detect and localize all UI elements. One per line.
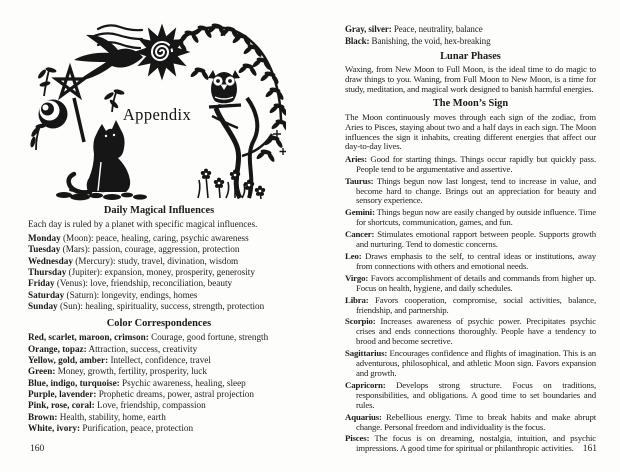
- zodiac-name: Libra:: [345, 294, 369, 305]
- color-entry: [28, 412, 290, 423]
- zodiac-entry: [345, 349, 596, 379]
- zodiac-entry: [345, 296, 596, 316]
- page-number-left: 160: [30, 444, 45, 454]
- zodiac-list: [345, 155, 596, 454]
- color-desc: Courage, good fortune, strength: [148, 332, 269, 343]
- day-name: Thursday: [28, 267, 67, 278]
- right-page: [345, 24, 596, 456]
- color-entry: [28, 366, 290, 377]
- color-desc: Purification, peace, protection: [80, 423, 194, 434]
- color-entry: [345, 24, 596, 36]
- day-desc: (Jupiter): expansion, money, prosperity, generosity: [66, 267, 255, 278]
- bird-icon: [74, 35, 143, 81]
- zodiac-name: Aries:: [345, 153, 368, 164]
- color-name: Pink, rose, coral:: [28, 400, 95, 411]
- day-desc: (Sun): healing, spirituality, success, strength, protection: [57, 301, 265, 312]
- color-entry: [28, 423, 290, 434]
- daily-entry: [28, 233, 290, 244]
- zodiac-entry: [345, 413, 596, 433]
- color-desc: Attraction, success, creativity: [86, 343, 198, 354]
- color-desc: Money, growth, fertility, prosperity, luck: [55, 366, 207, 377]
- color-entry: [28, 378, 290, 389]
- zodiac-entry: [345, 274, 596, 294]
- day-name: Monday: [28, 233, 61, 243]
- page-title: Appendix: [122, 105, 192, 124]
- zodiac-name: Sagittarius:: [345, 348, 388, 359]
- color-list-continued: [345, 24, 596, 47]
- color-desc: Banishing, the void, hex-breaking: [369, 35, 491, 46]
- pentagram-icon: [56, 68, 84, 96]
- zodiac-name: Capricorn:: [345, 379, 386, 390]
- section-heading-lunar-phases: Lunar Phases: [440, 50, 501, 62]
- color-name: Purple, lavender:: [28, 389, 97, 400]
- color-entry: [345, 36, 596, 48]
- zodiac-desc: Favors accomplishment of details and commands from higher up. Focus on health, hygiene, and daily schedules.: [356, 272, 596, 293]
- daily-entry: [28, 290, 290, 301]
- daily-entry: [28, 256, 290, 267]
- color-name: Black:: [345, 35, 370, 46]
- color-name: Brown:: [28, 411, 58, 422]
- color-name: Red, scarlet, maroon, crimson:: [28, 332, 149, 343]
- color-entry: [28, 389, 290, 400]
- zodiac-desc: Favors cooperation, compromise, social activities, balance, friendship, and partnership.: [356, 294, 596, 315]
- color-desc: Psychic awareness, healing, sleep: [119, 377, 246, 388]
- sun-icon: [134, 24, 191, 81]
- color-entry: [28, 400, 290, 411]
- zodiac-entry: [345, 317, 596, 347]
- lunar-phases-paragraph: Waxing, from New Moon to Full Moon, is the ideal time to do magic to draw things to you. Waning, from Full Moon to New Moon, is a time for study, meditation, and magical work designed to banish harmful energies.: [345, 64, 596, 94]
- page-number-right: 161: [582, 444, 597, 454]
- color-desc: Intellect, confidence, travel: [108, 355, 211, 366]
- zodiac-entry: [345, 252, 596, 272]
- section-heading-daily: Daily Magical Influences: [103, 205, 215, 216]
- zodiac-entry: [345, 208, 596, 228]
- color-name: Blue, indigo, turquoise:: [28, 377, 120, 388]
- arch-illustration: [28, 8, 286, 202]
- zodiac-desc: Good for starting things. Things occur rapidly but quickly pass. People tend to be argumentative and assertive.: [356, 153, 596, 174]
- day-desc: (Moon): peace, healing, caring, psychic awareness: [60, 233, 249, 243]
- color-desc: Peace, neutrality, balance: [391, 24, 483, 34]
- daily-intro: Each day is ruled by a planet with specific magical influences.: [28, 219, 258, 229]
- zodiac-desc: Encourages confidence and flights of imagination. This is an adventurous, philosophical, and athletic Moon sign. Favors expansion and growth.: [356, 348, 596, 378]
- color-entry: [28, 344, 290, 355]
- section-heading-moons-sign: The Moon’s Sign: [432, 98, 509, 110]
- zodiac-name: Taurus:: [345, 175, 374, 186]
- daily-entry: [28, 301, 290, 312]
- color-name: Green:: [28, 366, 56, 377]
- color-entry: [28, 355, 290, 366]
- zodiac-name: Gemini:: [345, 207, 375, 218]
- color-entry: [28, 332, 290, 343]
- zodiac-desc: Draws emphasis to the self, to central ideas or institutions, away from connections with others and emotional needs.: [356, 251, 596, 271]
- daily-list: [28, 233, 290, 312]
- color-desc: Love, friendship, compassion: [94, 400, 206, 411]
- zodiac-entry: [345, 434, 596, 454]
- color-name: White, ivory:: [28, 423, 81, 434]
- zodiac-entry: [345, 155, 596, 175]
- day-name: Wednesday: [28, 255, 73, 266]
- day-desc: (Mars): passion, courage, aggression, protection: [60, 244, 240, 255]
- owl-icon: [208, 70, 241, 107]
- color-name: Gray, silver:: [345, 24, 392, 34]
- cat-icon: [69, 120, 130, 192]
- flowers-icon: [198, 169, 265, 199]
- zodiac-desc: The focus is on dreaming, nostalgia, intuition, and psychic impressions. A good time for spiritual or philanthropic activities.: [356, 433, 596, 454]
- section-heading-colors: Color Correspondences: [106, 318, 212, 330]
- zodiac-name: Leo:: [345, 251, 362, 261]
- color-desc: Prophetic dreams, power, astral projection: [96, 389, 254, 400]
- rocks-icon: [56, 188, 147, 200]
- color-list: [28, 332, 290, 434]
- moons-sign-intro: The Moon continuously moves through each sign of the zodiac, from Aries to Pisces, staying about two and a half days in each sign. The Moon influences the sign it inhabits, creating different energies that affect our day-to-day lives.: [345, 111, 596, 152]
- zodiac-desc: Things begun now last longest, tend to increase in value, and become hard to change. Brings out an appreciation for beauty and sensory experience.: [356, 175, 596, 206]
- zodiac-name: Virgo:: [345, 272, 369, 283]
- zodiac-desc: Rebellious energy. Time to break habits and make abrupt change. Personal freedom and individuality is the focus.: [356, 411, 596, 432]
- zodiac-name: Aquarius:: [345, 411, 382, 422]
- zodiac-name: Cancer:: [345, 229, 375, 240]
- day-name: Tuesday: [28, 244, 61, 255]
- daily-entry: [28, 267, 290, 278]
- daily-entry: [28, 244, 290, 255]
- zodiac-desc: Increases awareness of psychic power. Precipitates psychic crises and ends connections thoroughly. People have a tendency to brood and become secretive.: [356, 316, 596, 347]
- day-name: Friday: [28, 278, 55, 289]
- zodiac-desc: Things begun now are easily changed by outside influence. Time for shortcuts, communication, games, and fun.: [356, 207, 597, 228]
- zodiac-desc: Develops strong structure. Focus on traditions, responsibilities, and obligations. A good time to set boundaries and rules.: [356, 379, 596, 410]
- color-desc: Health, stability, home, earth: [57, 411, 166, 422]
- color-name: Orange, topaz:: [28, 343, 87, 354]
- daily-entry: [28, 278, 290, 289]
- day-desc: (Saturn): longevity, endings, homes: [64, 289, 198, 300]
- zodiac-name: Pisces:: [345, 433, 370, 444]
- left-page: [28, 0, 290, 472]
- zodiac-name: Scorpio:: [345, 316, 376, 327]
- zodiac-entry: [345, 230, 596, 250]
- day-name: Saturday: [28, 289, 65, 300]
- day-name: Sunday: [28, 301, 58, 312]
- day-desc: (Venus): love, friendship, reconciliation, beauty: [54, 278, 233, 289]
- color-name: Yellow, gold, amber:: [28, 355, 109, 366]
- zodiac-desc: Stimulates emotional rapport between people. Supports growth and nurturing. Tend to domestic concerns.: [356, 229, 596, 250]
- day-desc: (Mercury): study, travel, divination, wisdom: [72, 255, 239, 266]
- zodiac-entry: [345, 177, 596, 207]
- zodiac-entry: [345, 381, 596, 411]
